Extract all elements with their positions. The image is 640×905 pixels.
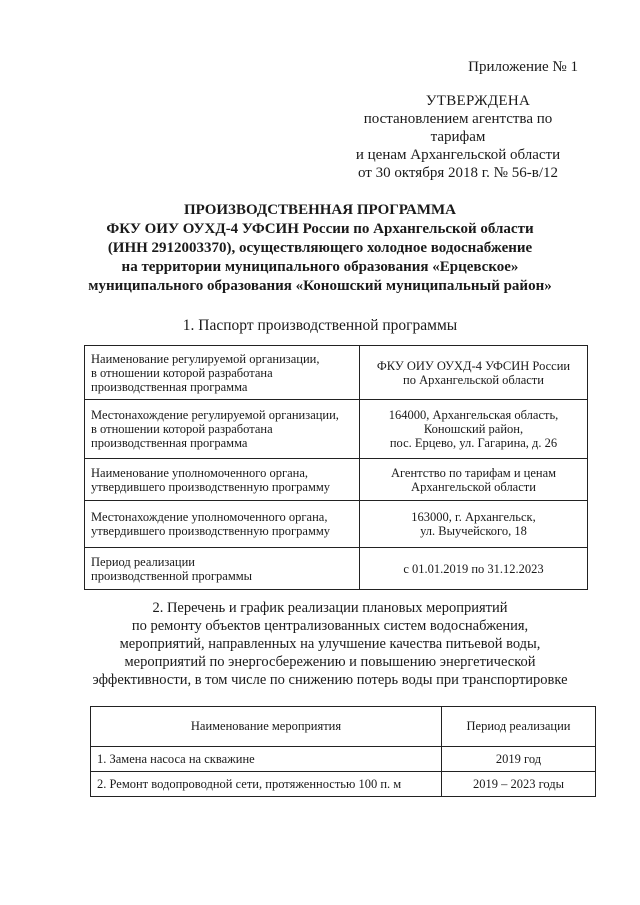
title-line-2: ФКУ ОИУ ОУХД-4 УФСИН России по Архангельской области — [106, 221, 534, 237]
passport-row — [85, 400, 588, 459]
events-table — [90, 706, 596, 797]
event-period: 2019 – 2023 годы — [442, 772, 596, 797]
passport-table — [84, 345, 588, 590]
event-name: 2. Ремонт водопроводной сети, протяженностью 100 п. м — [91, 772, 442, 797]
section-2-heading-line-4: мероприятий по энергосбережению и повышению энергетической — [124, 654, 536, 670]
passport-key: Наименование уполномоченного органа, утвердившего производственную программу — [85, 459, 360, 501]
passport-key: Местонахождение регулируемой организации, в отношении которой разработана производственная программа — [85, 400, 360, 459]
passport-key: Наименование регулируемой организации, в отношении которой разработана производственная программа — [85, 346, 360, 400]
approval-line-1: постановлением агентства по тарифам — [363, 111, 553, 145]
passport-row — [85, 459, 588, 501]
appendix-label: Приложение № 1 — [468, 59, 578, 75]
section-1-heading: 1. Паспорт производственной программы — [182, 317, 458, 334]
passport-row — [85, 501, 588, 548]
passport-value: ФКУ ОИУ ОУХД-4 УФСИН России по Архангельской области — [360, 346, 588, 400]
passport-value: с 01.01.2019 по 31.12.2023 — [360, 548, 588, 590]
passport-key: Период реализации производственной программы — [85, 548, 360, 590]
section-2-heading-line-2: по ремонту объектов централизованных систем водоснабжения, — [131, 618, 529, 634]
approval-line-2: и ценам Архангельской области — [355, 147, 561, 163]
section-2-heading-line-3: мероприятий, направленных на улучшение качества питьевой воды, — [119, 636, 541, 652]
events-header-row — [91, 707, 596, 747]
title-line-5: муниципального образования «Коношский муниципальный район» — [88, 278, 552, 294]
event-period: 2019 год — [442, 747, 596, 772]
approved-label: УТВЕРЖДЕНА — [425, 93, 531, 109]
approval-line-3: от 30 октября 2018 г. № 56-в/12 — [357, 165, 558, 181]
column-header-period: Период реализации — [442, 707, 596, 747]
passport-value: 164000, Архангельская область, Коношский район, пос. Ерцево, ул. Гагарина, д. 26 — [360, 400, 588, 459]
section-2-heading-line-5: эффективности, в том числе по снижению потерь воды при транспортировке — [92, 672, 568, 688]
table-row — [91, 772, 596, 797]
title-line-1: ПРОИЗВОДСТВЕННАЯ ПРОГРАММА — [183, 202, 456, 218]
passport-value: 163000, г. Архангельск, ул. Выучейского, 18 — [360, 501, 588, 548]
title-line-4: на территории муниципального образования «Ерцевское» — [121, 259, 519, 275]
passport-key: Местонахождение уполномоченного органа, утвердившего производственную программу — [85, 501, 360, 548]
table-row — [91, 747, 596, 772]
event-name: 1. Замена насоса на скважине — [91, 747, 442, 772]
title-line-3: (ИНН 2912003370), осуществляющего холодное водоснабжение — [107, 240, 533, 256]
section-2-heading-line-1: 2. Перечень и график реализации плановых мероприятий — [152, 600, 508, 616]
approval-stamp — [318, 58, 578, 182]
document-title — [60, 201, 580, 296]
passport-row — [85, 346, 588, 400]
passport-row — [85, 548, 588, 590]
section-2-heading — [60, 599, 600, 689]
passport-value: Агентство по тарифам и ценам Архангельской области — [360, 459, 588, 501]
column-header-name: Наименование мероприятия — [91, 707, 442, 747]
